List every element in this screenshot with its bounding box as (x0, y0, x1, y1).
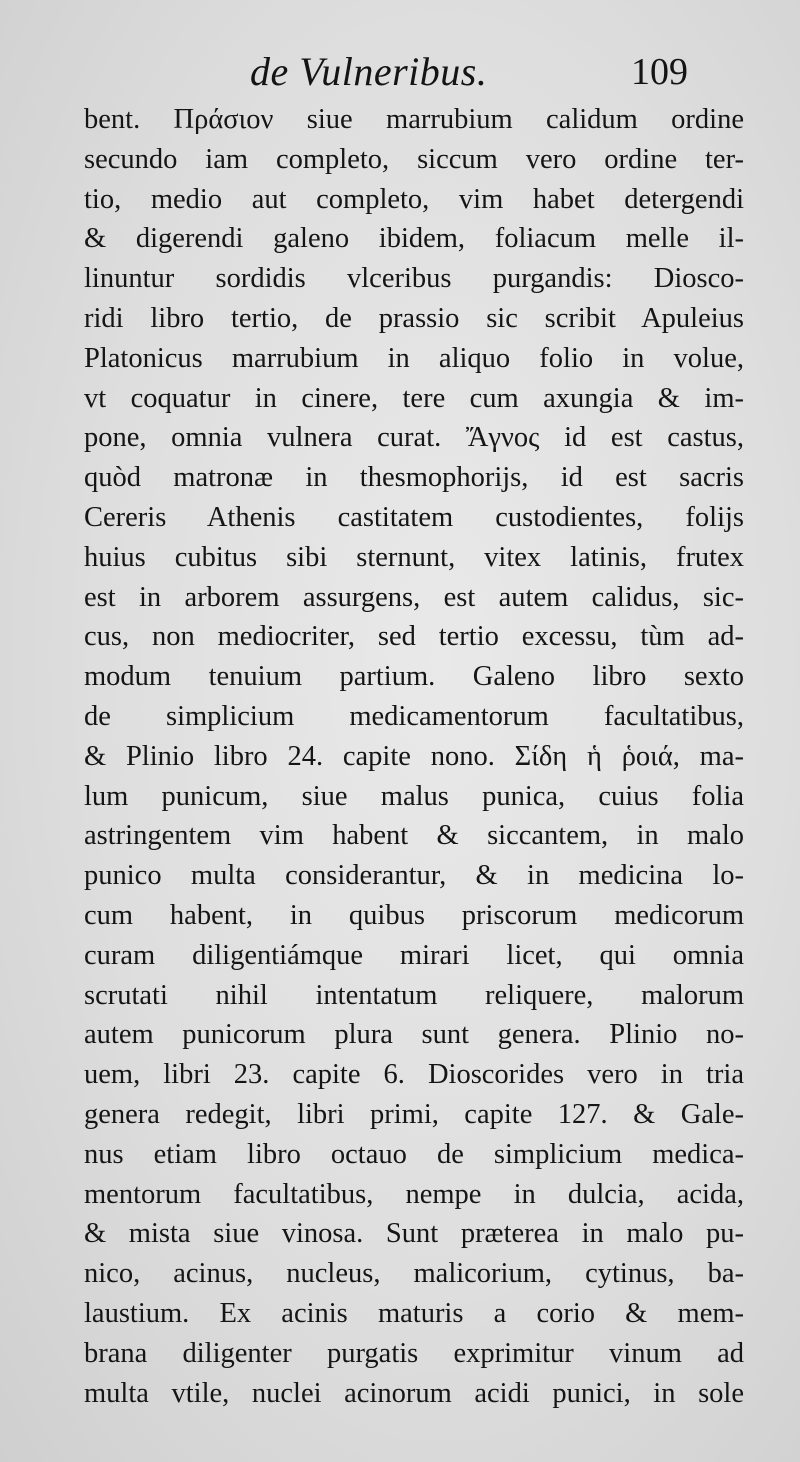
page-header (0, 42, 800, 102)
text-line: bent. Πράσιον siue marrubium calidum ordine (84, 104, 744, 135)
text-line: uem, libri 23. capite 6. Dioscorides vero in tria (84, 1059, 744, 1091)
text-line: astringentem vim habent & siccantem, in malo (84, 820, 744, 852)
text-line: linuntur sordidis vlceribus purgandis: Diosco- (84, 263, 744, 295)
text-line: est in arborem assurgens, est autem calidus, sic- (84, 581, 744, 613)
text-line: genera redegit, libri primi, capite 127. & Gale- (84, 1098, 744, 1130)
text-line: & digerendi galeno ibidem, foliacum melle il- (84, 223, 744, 255)
text-line: vt coquatur in cinere, tere cum axungia & im- (84, 382, 744, 414)
text-line: brana diligenter purgatis exprimitur vinum ad (84, 1337, 744, 1369)
text-line: Platonicus marrubium in aliquo folio in volue, (84, 342, 744, 374)
running-title: de Vulneribus. (250, 49, 488, 94)
text-line: nus etiam libro octauo de simplicium medica- (84, 1138, 744, 1170)
text-line: scrutati nihil intentatum reliquere, malorum (84, 979, 744, 1011)
text-line: cus, non mediocriter, sed tertio excessu, tùm ad- (84, 621, 744, 653)
body-text (84, 100, 744, 1413)
text-line: & mista siue vinosa. Sunt præterea in malo pu- (84, 1218, 744, 1250)
text-line: cum habent, in quibus priscorum medicorum (84, 899, 744, 931)
text-line: quòd matronæ in thesmophorijs, id est sacris (84, 462, 744, 494)
text-line: mentorum facultatibus, nempe in dulcia, acida, (84, 1178, 744, 1210)
text-line: de simplicium medicamentorum facultatibus, (84, 700, 744, 732)
text-line: tio, medio aut completo, vim habet detergendi (84, 183, 744, 215)
text-line: Cereris Athenis castitatem custodientes, folijs (84, 501, 744, 533)
text-line: nico, acinus, nucleus, malicorium, cytinus, ba- (84, 1258, 744, 1290)
text-line: punico multa considerantur, & in medicina lo- (84, 860, 744, 892)
text-line: huius cubitus sibi sternunt, vitex latinis, frutex (84, 541, 744, 573)
text-line: autem punicorum plura sunt genera. Plinio no- (84, 1019, 744, 1051)
text-line: pone, omnia vulnera curat. Ἄγνος id est castus, (84, 422, 744, 454)
text-line: lum punicum, siue malus punica, cuius folia (84, 780, 744, 812)
text-line: secundo iam completo, siccum vero ordine ter- (84, 143, 744, 175)
text-line: & Plinio libro 24. capite nono. Σίδη ἡ ῥοιά, ma- (84, 740, 744, 772)
text-line: laustium. Ex acinis maturis a corio & mem- (84, 1297, 744, 1329)
text-line: curam diligentiámque mirari licet, qui omnia (84, 939, 744, 971)
text-line: ridi libro tertio, de prassio sic scribit Apuleius (84, 302, 744, 334)
text-line: multa vtile, nuclei acinorum acidi punici, in sole (84, 1377, 744, 1409)
text-line: modum tenuium partium. Galeno libro sexto (84, 661, 744, 693)
page-number: 109 (631, 51, 688, 93)
